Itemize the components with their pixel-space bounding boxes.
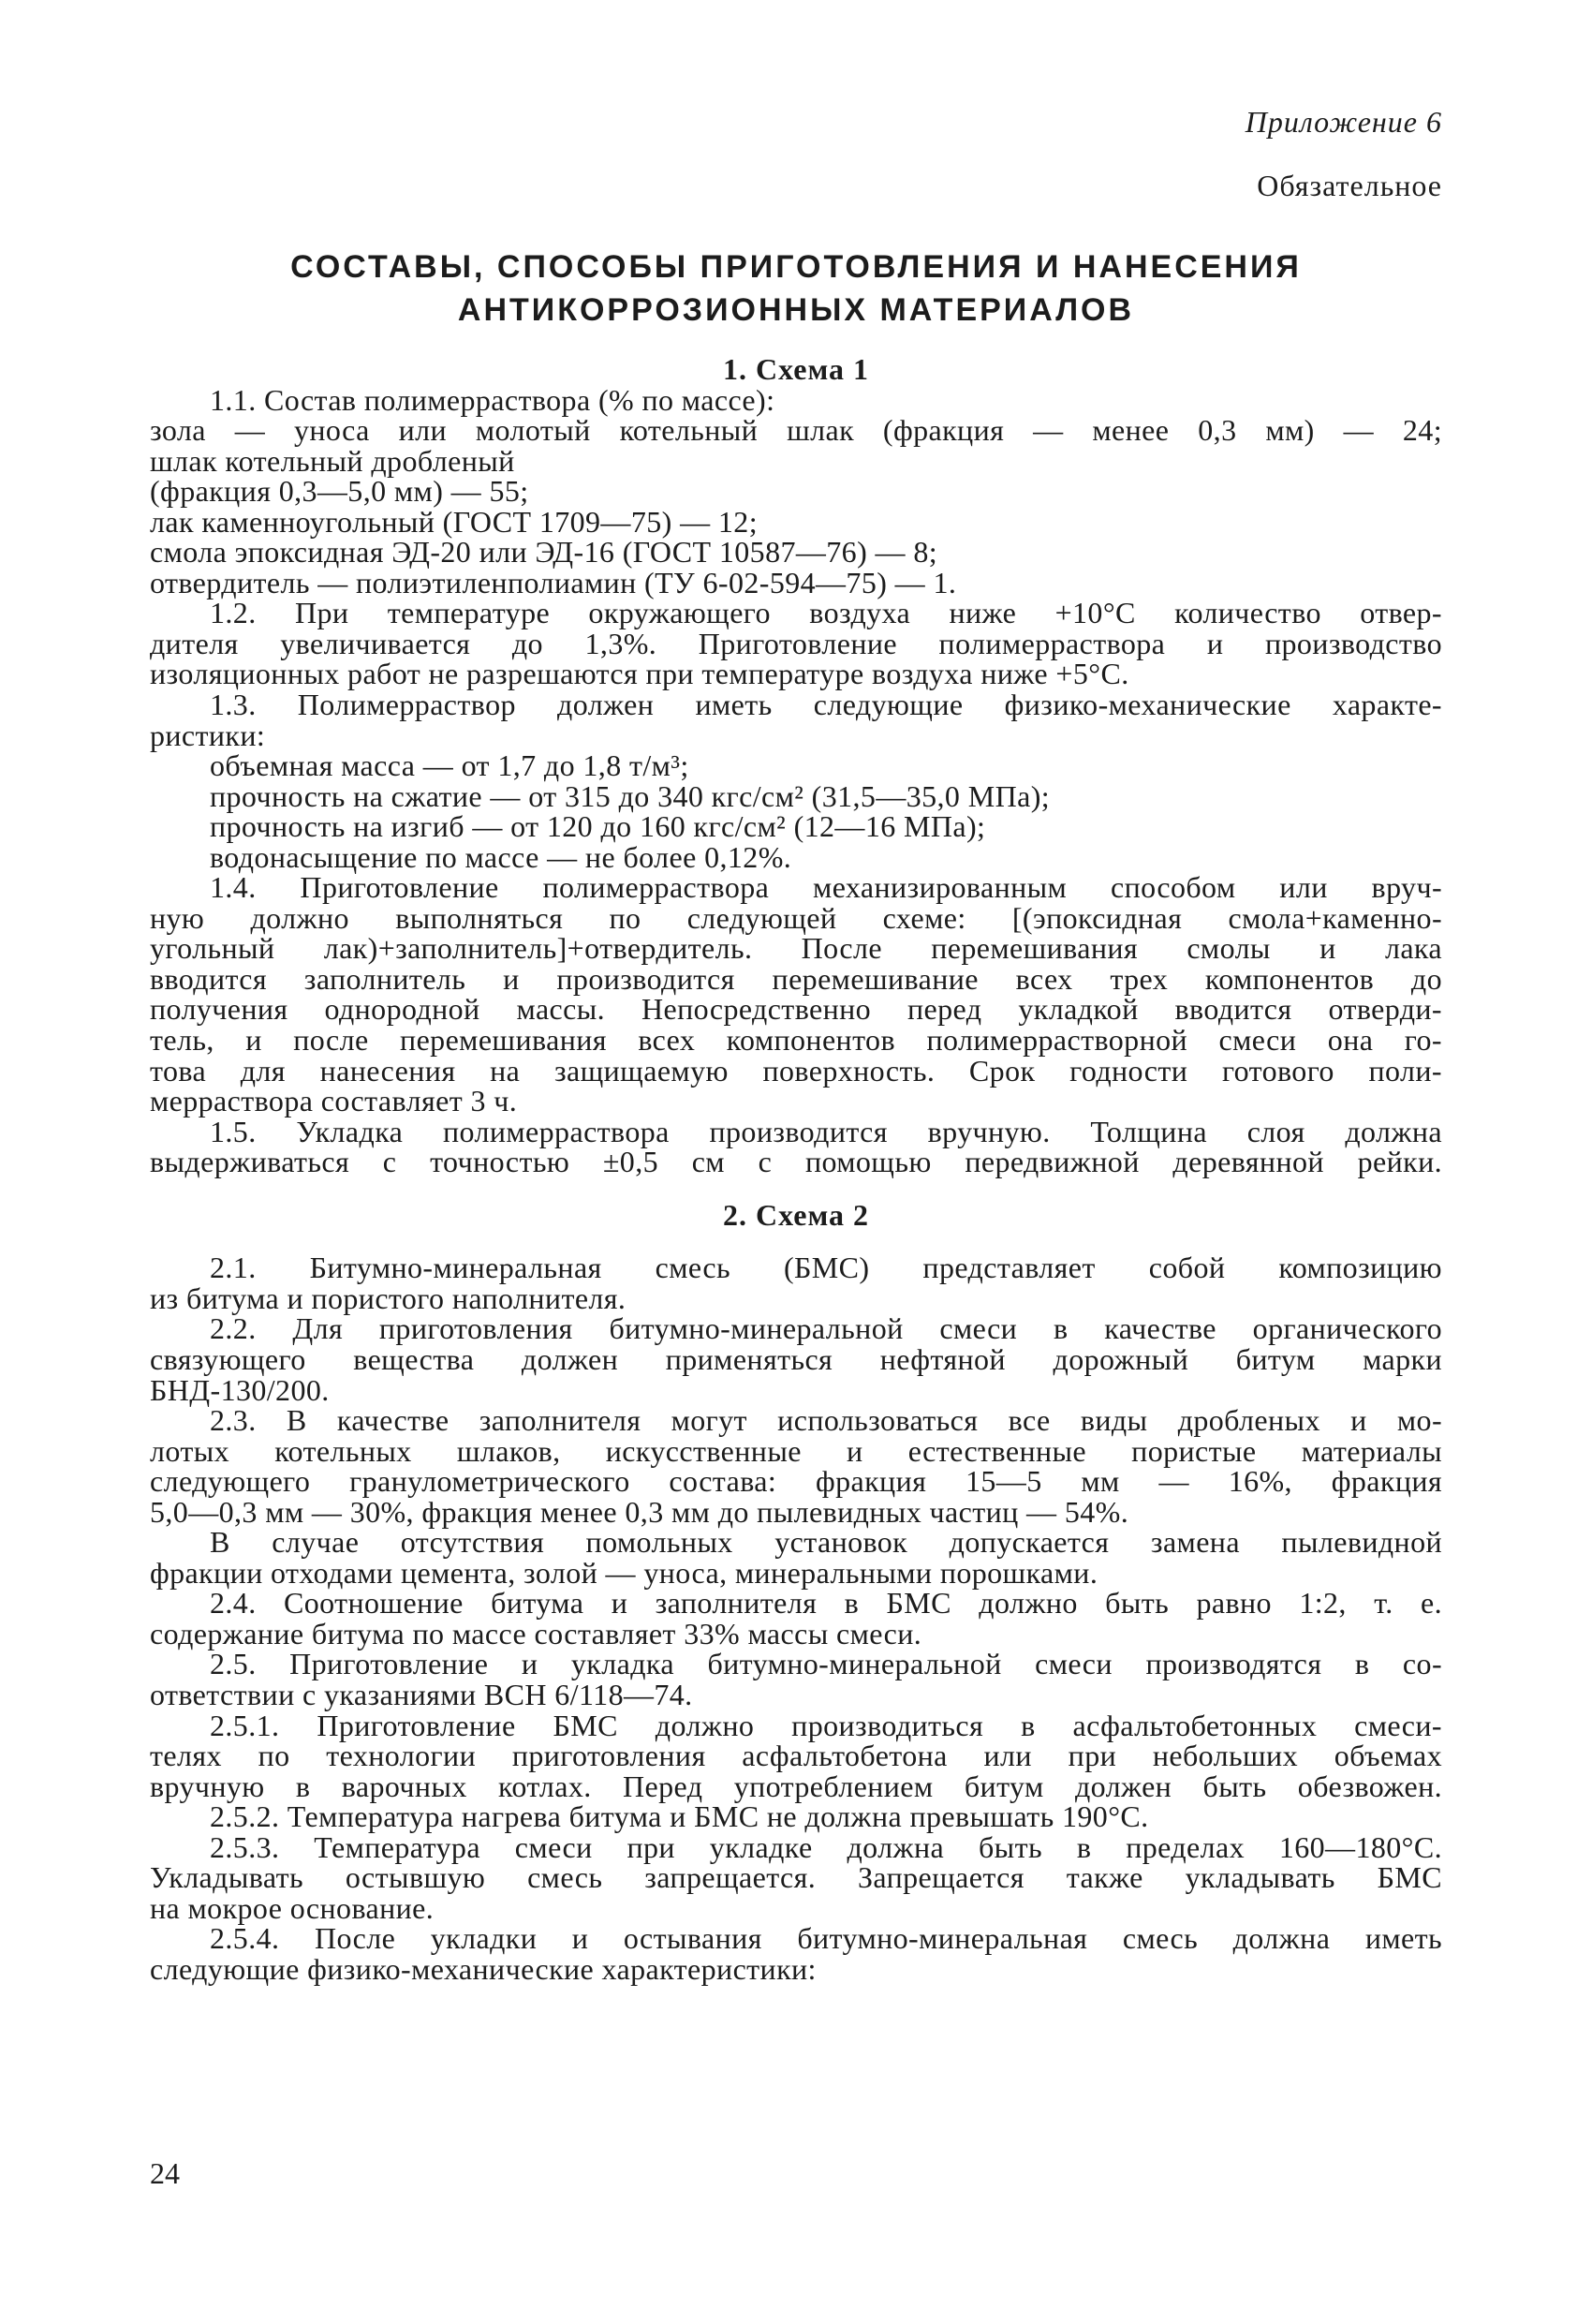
text-line: 2.5.1. Приготовление БМС должно производиться в асфальтобетонных смеси- [210, 1708, 1442, 1742]
text-line: связующего вещества должен применяться нефтяной дорожный битум марки [150, 1341, 1442, 1376]
text-line: 2.5. Приготовление и укладка битумно-минеральной смеси производятся в со- [210, 1647, 1442, 1681]
text-line: на мокрое основание. [150, 1890, 435, 1925]
section-heading: 1. Схема 1 [722, 352, 870, 386]
document-body [150, 354, 1442, 1984]
text-line: 2.5.4. После укладки и остывания битумно-минеральная смесь должна иметь [210, 1921, 1442, 1956]
text-line: следующие физико-механические характеристики: [150, 1951, 817, 1986]
text-line: 1.5. Укладка полимерраствора производится вручную. Толщина слоя должна [210, 1114, 1442, 1148]
text-line: телях по технологии приготовления асфальтобетона или при небольших объемах [150, 1739, 1442, 1773]
text-line: смола эпоксидная ЭД-20 или ЭД-16 (ГОСТ 10587—76) — 8; [150, 535, 938, 570]
text-line: вручную в варочных котлах. Перед употреблением битум должен быть обезвожен. [150, 1769, 1442, 1803]
document-title [150, 245, 1442, 332]
text-line: 1.1. Состав полимерраствора (% по массе): [210, 382, 775, 417]
text-line: Укладывать остывшую смесь запрещается. Запрещается также укладывать БМС [150, 1860, 1442, 1895]
text-line: отвердитель — полиэтиленполиамин (ТУ 6-02-594—75) — 1. [150, 565, 957, 600]
text-line: объемная масса — от 1,7 до 1,8 т/м³; [210, 748, 689, 783]
title-line-2: АНТИКОРРОЗИОННЫХ МАТЕРИАЛОВ [457, 292, 1135, 328]
text-line: 2.1. Битумно-минеральная смесь (БМС) представляет собой композицию [210, 1251, 1442, 1285]
text-line: 2.5.2. Температура нагрева битума и БМС не должна превышать 190°С. [210, 1799, 1149, 1834]
text-line: получения однородной массы. Непосредственно перед укладкой вводится отверди- [150, 992, 1442, 1027]
text-line: тель, и после перемешивания всех компонентов полимеррастворной смеси она го- [150, 1023, 1442, 1058]
text-line: 2.4. Соотношение битума и заполнителя в БМС должно быть равно 1:2, т. е. [210, 1586, 1442, 1621]
text-line: изоляционных работ не разрешаются при температуре воздуха ниже +5°С. [150, 657, 1129, 691]
section-heading: 2. Схема 2 [722, 1197, 870, 1232]
text-line: вводится заполнитель и производится перемешивание всех трех компонентов до [150, 961, 1442, 996]
text-line: мерраствора составляет 3 ч. [150, 1084, 518, 1118]
text-line: лотых котельных шлаков, искусственные и естественные пористые материалы [150, 1433, 1442, 1468]
text-line: содержание битума по массе составляет 33% массы смеси. [150, 1616, 922, 1650]
text-line: лак каменноугольный (ГОСТ 1709—75) — 12; [150, 504, 758, 539]
text-line: 5,0—0,3 мм — 30%, фракция менее 0,3 мм до пылевидных частиц — 54%. [150, 1494, 1129, 1529]
text-line: водонасыщение по массе — не более 0,12%. [210, 839, 792, 874]
text-line: прочность на изгиб — от 120 до 160 кгс/см² (12—16 МПа); [210, 809, 986, 844]
text-line: 1.2. При температуре окружающего воздуха ниже +10°С количество отвер- [210, 596, 1442, 630]
appendix-label: Приложение 6 [1245, 105, 1442, 139]
text-line: това для нанесения на защищаемую поверхность. Срок годности готового поли- [150, 1053, 1442, 1088]
title-line-1: СОСТАВЫ, СПОСОБЫ ПРИГОТОВЛЕНИЯ И НАНЕСЕНИЯ [290, 249, 1302, 285]
text-line: 2.3. В качестве заполнителя могут использоваться все виды дробленых и мо- [210, 1403, 1442, 1438]
text-line: зола — уноса или молотый котельный шлак (фракция — менее 0,3 мм) — 24; [150, 413, 1442, 448]
text-line: (фракция 0,3—5,0 мм) — 55; [150, 474, 529, 509]
text-line: из битума и пористого наполнителя. [150, 1280, 626, 1315]
text-line: 2.2. Для приготовления битумно-минеральной смеси в качестве органического [210, 1311, 1442, 1346]
text-line: ответствии с указаниями ВСН 6/118—74. [150, 1677, 693, 1711]
text-line: фракции отходами цемента, золой — уноса, минеральными порошками. [150, 1555, 1098, 1590]
text-line: В случае отсутствия помольных установок допускается замена пылевидной [210, 1525, 1442, 1560]
text-line: 1.4. Приготовление полимерраствора механизированным способом или вруч- [210, 870, 1442, 905]
text-line: БНД-130/200. [150, 1372, 330, 1407]
text-line: прочность на сжатие — от 315 до 340 кгс/см² (31,5—35,0 МПа); [210, 778, 1051, 813]
page-number: 24 [150, 2156, 180, 2190]
text-line: угольный лак)+заполнитель]+отвердитель. После перемешивания смолы и лака [150, 931, 1442, 966]
spacer [150, 1177, 1442, 1200]
text-line: дителя увеличивается до 1,3%. Приготовление полимерраствора и производство [150, 626, 1442, 660]
text-line: ную должно выполняться по следующей схеме: [(эпоксидная смола+каменно- [150, 900, 1442, 935]
text-line: 1.3. Полимерраствор должен иметь следующие физико-механические характе- [210, 688, 1442, 722]
text-line: следующего гранулометрического состава: фракция 15—5 мм — 16%, фракция [150, 1464, 1442, 1499]
text-line: ристики: [150, 718, 266, 752]
spacer [150, 1230, 1442, 1252]
status-label: Обязательное [1257, 169, 1442, 202]
text-line: шлак котельный дробленый [150, 443, 515, 478]
text-line: выдерживаться с точностью ±0,5 см с помощью передвижной деревянной рейки. [150, 1145, 1442, 1179]
text-line: 2.5.3. Температура смеси при укладке должна быть в пределах 160—180°С. [210, 1829, 1442, 1864]
